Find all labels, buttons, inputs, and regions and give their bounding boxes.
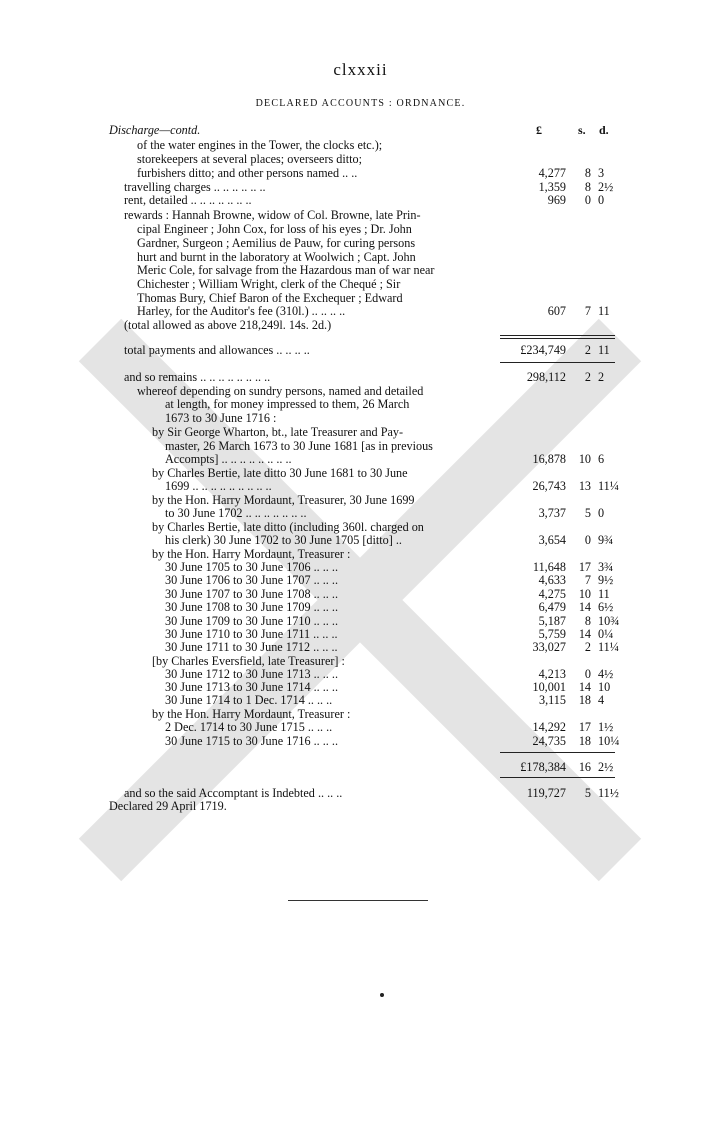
amount-pounds: 10,001 <box>532 680 566 694</box>
line-text: Discharge—contd. <box>109 123 201 137</box>
line-text: his clerk) 30 June 1702 to 30 June 1705 [ditto] .. <box>165 533 402 547</box>
line-text: and so the said Accomptant is Indebted .. .. .. <box>124 786 343 800</box>
account-line <box>0 560 721 574</box>
ornament-dot <box>380 993 384 997</box>
amount-pence: 10¾ <box>598 614 620 628</box>
account-line <box>0 640 721 654</box>
line-text: hurt and burnt in the laboratory at Woolwich ; Capt. John <box>137 250 416 264</box>
account-line <box>0 627 721 641</box>
account-line <box>0 425 721 439</box>
account-line <box>0 222 721 236</box>
total-rule <box>500 752 615 753</box>
amount-pence: 2½ <box>598 180 614 194</box>
account-line <box>0 123 721 137</box>
amount-shillings: 8 <box>584 180 591 194</box>
line-text: travelling charges .. .. .. .. .. .. <box>124 180 266 194</box>
line-text: 1673 to 30 June 1716 : <box>165 411 277 425</box>
account-line <box>0 277 721 291</box>
line-text: master, 26 March 1673 to 30 June 1681 [as in previous <box>165 439 433 453</box>
line-text: 30 June 1706 to 30 June 1707 .. .. .. <box>165 573 338 587</box>
amount-pence: 1½ <box>598 720 614 734</box>
amount-shillings: 5 <box>584 786 591 800</box>
line-text: 30 June 1713 to 30 June 1714 .. .. .. <box>165 680 338 694</box>
line-text: 1699 .. .. .. .. .. .. .. .. .. <box>165 479 272 493</box>
amount-pounds: 24,735 <box>532 734 566 748</box>
amount-shillings: 14 <box>578 627 591 641</box>
amount-shillings: 7 <box>584 304 591 318</box>
column-head-pence: d. <box>599 123 609 137</box>
amount-shillings: 7 <box>584 573 591 587</box>
amount-pounds: 119,727 <box>526 786 566 800</box>
amount-pence: 11¼ <box>598 640 619 654</box>
account-line <box>0 291 721 305</box>
amount-pence: 2½ <box>598 760 614 774</box>
total-rule <box>500 338 615 339</box>
line-text: Gardner, Surgeon ; Aemilius de Pauw, for curing persons <box>137 236 416 250</box>
amount-pounds: £178,384 <box>520 760 566 774</box>
line-text: Harley, for the Auditor's fee (310l.) .. .. .. .. <box>137 304 346 318</box>
account-line <box>0 587 721 601</box>
amount-pounds: 4,213 <box>538 667 566 681</box>
amount-pounds: 26,743 <box>532 479 566 493</box>
amount-pounds: 4,275 <box>538 587 566 601</box>
account-line <box>0 707 721 721</box>
amount-pence: 0¼ <box>598 627 614 641</box>
account-line <box>0 263 721 277</box>
column-head-pounds: £ <box>536 123 542 137</box>
amount-pence: 10 <box>598 680 611 694</box>
line-text: [by Charles Eversfield, late Treasurer] : <box>152 654 345 668</box>
amount-shillings: 2 <box>584 343 591 357</box>
column-head-shillings: s. <box>578 123 586 137</box>
line-text: 30 June 1710 to 30 June 1711 .. .. .. <box>165 627 338 641</box>
line-text: (total allowed as above 218,249l. 14s. 2d.) <box>124 318 332 332</box>
amount-pounds: £234,749 <box>520 343 566 357</box>
amount-shillings: 10 <box>578 587 591 601</box>
running-title: DECLARED ACCOUNTS : ORDNANCE. <box>255 98 466 109</box>
amount-pounds: 969 <box>547 193 566 207</box>
line-text: 30 June 1705 to 30 June 1706 .. .. .. <box>165 560 338 574</box>
account-line <box>0 397 721 411</box>
amount-pounds: 5,759 <box>538 627 566 641</box>
amount-pence: 10¼ <box>598 734 620 748</box>
amount-pence: 11¼ <box>598 479 619 493</box>
amount-shillings: 17 <box>578 560 591 574</box>
amount-pence: 0 <box>598 506 605 520</box>
line-text: to 30 June 1702 .. .. .. .. .. .. .. <box>165 506 307 520</box>
account-line <box>0 152 721 166</box>
amount-pence: 4½ <box>598 667 614 681</box>
line-text: by the Hon. Harry Mordaunt, Treasurer, 30 June 1699 <box>152 493 415 507</box>
line-text: rent, detailed .. .. .. .. .. .. .. <box>124 193 252 207</box>
account-line <box>0 520 721 534</box>
amount-shillings: 10 <box>578 452 591 466</box>
line-text: 30 June 1709 to 30 June 1710 .. .. .. <box>165 614 338 628</box>
amount-pence: 3 <box>598 166 605 180</box>
line-text: by Charles Bertie, late ditto (including 360l. charged on <box>152 520 424 534</box>
amount-shillings: 14 <box>578 680 591 694</box>
amount-pounds: 5,187 <box>538 614 566 628</box>
line-text: 30 June 1707 to 30 June 1708 .. .. .. <box>165 587 338 601</box>
amount-shillings: 5 <box>584 506 591 520</box>
amount-pence: 4 <box>598 693 605 707</box>
account-line <box>0 680 721 694</box>
account-line <box>0 547 721 561</box>
line-text: and so remains .. .. .. .. .. .. .. .. <box>124 370 271 384</box>
line-text: 30 June 1715 to 30 June 1716 .. .. .. <box>165 734 338 748</box>
account-line <box>0 193 721 207</box>
amount-shillings: 18 <box>578 734 591 748</box>
account-line <box>0 466 721 480</box>
amount-pounds: 3,115 <box>539 693 566 707</box>
amount-shillings: 14 <box>578 600 591 614</box>
amount-pence: 11 <box>598 304 610 318</box>
total-rule <box>500 362 615 363</box>
line-text: storekeepers at several places; overseers ditto; <box>137 152 363 166</box>
account-line <box>0 760 721 774</box>
amount-pence: 11 <box>598 587 610 601</box>
account-line <box>0 411 721 425</box>
amount-shillings: 16 <box>578 760 591 774</box>
line-text: Meric Cole, for salvage from the Hazardous man of war near <box>137 263 435 277</box>
account-line <box>0 479 721 493</box>
line-text: 30 June 1714 to 1 Dec. 1714 .. .. .. <box>165 693 333 707</box>
amount-pence: 6 <box>598 452 605 466</box>
amount-shillings: 8 <box>584 166 591 180</box>
amount-pounds: 3,654 <box>538 533 566 547</box>
line-text: Accompts] .. .. .. .. .. .. .. .. <box>165 452 292 466</box>
line-text: rewards : Hannah Browne, widow of Col. Browne, late Prin- <box>124 208 421 222</box>
amount-pence: 9½ <box>598 573 614 587</box>
amount-pounds: 11,648 <box>532 560 566 574</box>
amount-shillings: 8 <box>584 614 591 628</box>
line-text: 30 June 1712 to 30 June 1713 .. .. .. <box>165 667 338 681</box>
account-line <box>0 654 721 668</box>
account-line <box>0 720 721 734</box>
amount-shillings: 2 <box>584 370 591 384</box>
line-text: of the water engines in the Tower, the clocks etc.); <box>137 138 383 152</box>
account-line <box>0 439 721 453</box>
account-line <box>0 786 721 800</box>
line-text: Chichester ; William Wright, clerk of the Chequé ; Sir <box>137 277 401 291</box>
account-line <box>0 180 721 194</box>
amount-shillings: 2 <box>584 640 591 654</box>
account-line <box>0 799 721 813</box>
line-text: by Sir George Wharton, bt., late Treasurer and Pay- <box>152 425 404 439</box>
account-line <box>0 734 721 748</box>
account-line <box>0 208 721 222</box>
amount-pounds: 4,633 <box>538 573 566 587</box>
account-line <box>0 452 721 466</box>
line-text: furbishers ditto; and other persons named .. .. <box>137 166 358 180</box>
amount-pounds: 4,277 <box>538 166 566 180</box>
amount-pounds: 298,112 <box>526 370 566 384</box>
account-line <box>0 693 721 707</box>
account-line <box>0 250 721 264</box>
amount-shillings: 0 <box>584 193 591 207</box>
line-text: 30 June 1711 to 30 June 1712 .. .. .. <box>165 640 338 654</box>
amount-pence: 3¾ <box>598 560 614 574</box>
line-text: whereof depending on sundry persons, named and detailed <box>137 384 424 398</box>
amount-pence: 2 <box>598 370 605 384</box>
page-number: clxxxii <box>333 60 388 79</box>
account-line <box>0 493 721 507</box>
line-text: 30 June 1708 to 30 June 1709 .. .. .. <box>165 600 338 614</box>
line-text: total payments and allowances .. .. .. .. <box>124 343 310 357</box>
amount-pounds: 607 <box>547 304 566 318</box>
amount-pounds: 16,878 <box>532 452 566 466</box>
line-text: by the Hon. Harry Mordaunt, Treasurer : <box>152 707 351 721</box>
line-text: by Charles Bertie, late ditto 30 June 1681 to 30 June <box>152 466 408 480</box>
amount-pence: 0 <box>598 193 605 207</box>
account-line <box>0 318 721 332</box>
line-text: Thomas Bury, Chief Baron of the Exchequer ; Edward <box>137 291 403 305</box>
account-line <box>0 384 721 398</box>
amount-pence: 6½ <box>598 600 614 614</box>
amount-pounds: 33,027 <box>532 640 566 654</box>
line-text: at length, for money impressed to them, 26 March <box>165 397 410 411</box>
line-text: by the Hon. Harry Mordaunt, Treasurer : <box>152 547 351 561</box>
account-line <box>0 236 721 250</box>
amount-pounds: 14,292 <box>532 720 566 734</box>
amount-pounds: 1,359 <box>538 180 566 194</box>
account-line <box>0 573 721 587</box>
amount-pounds: 6,479 <box>538 600 566 614</box>
amount-shillings: 17 <box>578 720 591 734</box>
total-rule <box>500 777 615 778</box>
account-line <box>0 343 721 357</box>
account-line <box>0 166 721 180</box>
amount-shillings: 13 <box>578 479 591 493</box>
line-text: 2 Dec. 1714 to 30 June 1715 .. .. .. <box>165 720 333 734</box>
account-line <box>0 533 721 547</box>
account-line <box>0 304 721 318</box>
amount-shillings: 0 <box>584 667 591 681</box>
account-line <box>0 667 721 681</box>
account-line <box>0 600 721 614</box>
amount-pence: 9¾ <box>598 533 614 547</box>
account-line <box>0 370 721 384</box>
account-line <box>0 138 721 152</box>
amount-shillings: 0 <box>584 533 591 547</box>
amount-pence: 11 <box>598 343 610 357</box>
line-text: Declared 29 April 1719. <box>109 799 227 813</box>
end-rule <box>288 900 428 901</box>
amount-pence: 11½ <box>598 786 619 800</box>
amount-pounds: 3,737 <box>538 506 566 520</box>
account-line <box>0 506 721 520</box>
total-rule <box>500 335 615 336</box>
amount-shillings: 18 <box>578 693 591 707</box>
line-text: cipal Engineer ; John Cox, for loss of his eyes ; Dr. John <box>137 222 412 236</box>
account-line <box>0 614 721 628</box>
